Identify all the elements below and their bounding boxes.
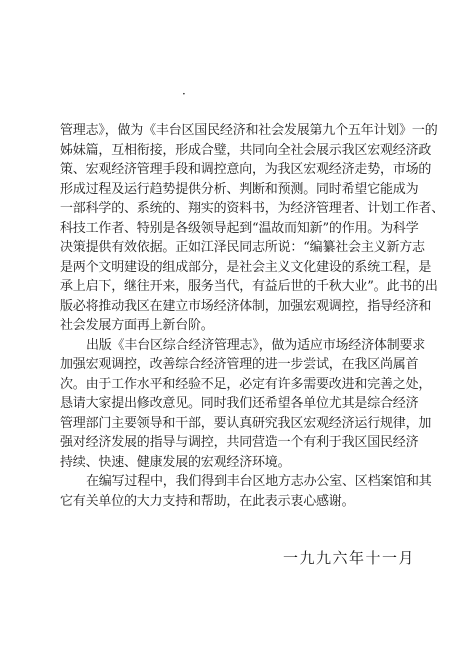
- text-line: 策、宏观经济管理手段和调控意向，为我区宏观经济走势，市场的: [60, 162, 432, 177]
- text-line: 版必将推动我区在建立市场经济体制，加强宏观调控，指导经济和: [60, 298, 432, 314]
- text-line: 社会发展方面再上新台阶。: [60, 318, 214, 333]
- paragraph-3: [60, 472, 432, 511]
- text-line: 决策提供有效依据。正如江泽民同志所说：“编纂社会主义新方志: [60, 240, 425, 255]
- text-line: 管理志》，做为《丰台区国民经济和社会发展第九个五年计划》一的: [60, 123, 438, 138]
- text-line: 一部科学的、系统的、翔实的资料书，为经济管理者、计划工作者、: [60, 201, 445, 216]
- text-line: 次。由于工作水平和经验不足，必定有许多需要改进和完善之处，: [60, 376, 432, 392]
- text-line: 科技工作者、特别是各级领导起到“温故而知新”的作用。为科学: [60, 220, 419, 236]
- text-line: 管理部门主要领导和干部，要认真研究我区宏观经济运行规律，加: [60, 415, 432, 431]
- text-line: 形成过程及运行趋势提供分析、判断和预测。同时希望它能成为: [60, 181, 419, 197]
- body-text: [60, 121, 445, 511]
- text-line: 它有关单位的大力支持和帮助，在此表示衷心感谢。: [60, 493, 355, 509]
- text-line: 加强宏观调控，改善综合经济管理的进一步尝试，在我区尚属首: [60, 357, 419, 372]
- text-line: 持续、快速、健康发展的宏观经济环境。: [60, 454, 291, 470]
- text-line: 恳请大家提出修改意见。同时我们还希望各单位尤其是综合经济: [60, 396, 419, 411]
- paragraph-2: [60, 336, 432, 473]
- text-line: 出版《丰台区综合经济管理志》，做为适应市场经济体制要求: [86, 337, 426, 353]
- text-line: 是两个文明建设的组成部分，是社会主义文化建设的系统工程，是: [60, 259, 432, 275]
- text-line: 承上启下，继往开来，服务当代，有益后世的千秋大业”。此书的出: [60, 279, 438, 294]
- document-date: 一九九六年十一月: [283, 549, 416, 567]
- text-line: 姊妹篇，互相衔接，形成合璧，共同向全社会展示我区宏观经济政: [60, 142, 432, 158]
- text-line: 在编写过程中，我们得到丰台区地方志办公室、区档案馆和其: [86, 474, 432, 489]
- paragraph-1: [60, 121, 445, 336]
- text-line: 强对经济发展的指导与调控，共同营造一个有利于我区国民经济: [60, 435, 419, 450]
- page-mark: ·: [182, 87, 186, 101]
